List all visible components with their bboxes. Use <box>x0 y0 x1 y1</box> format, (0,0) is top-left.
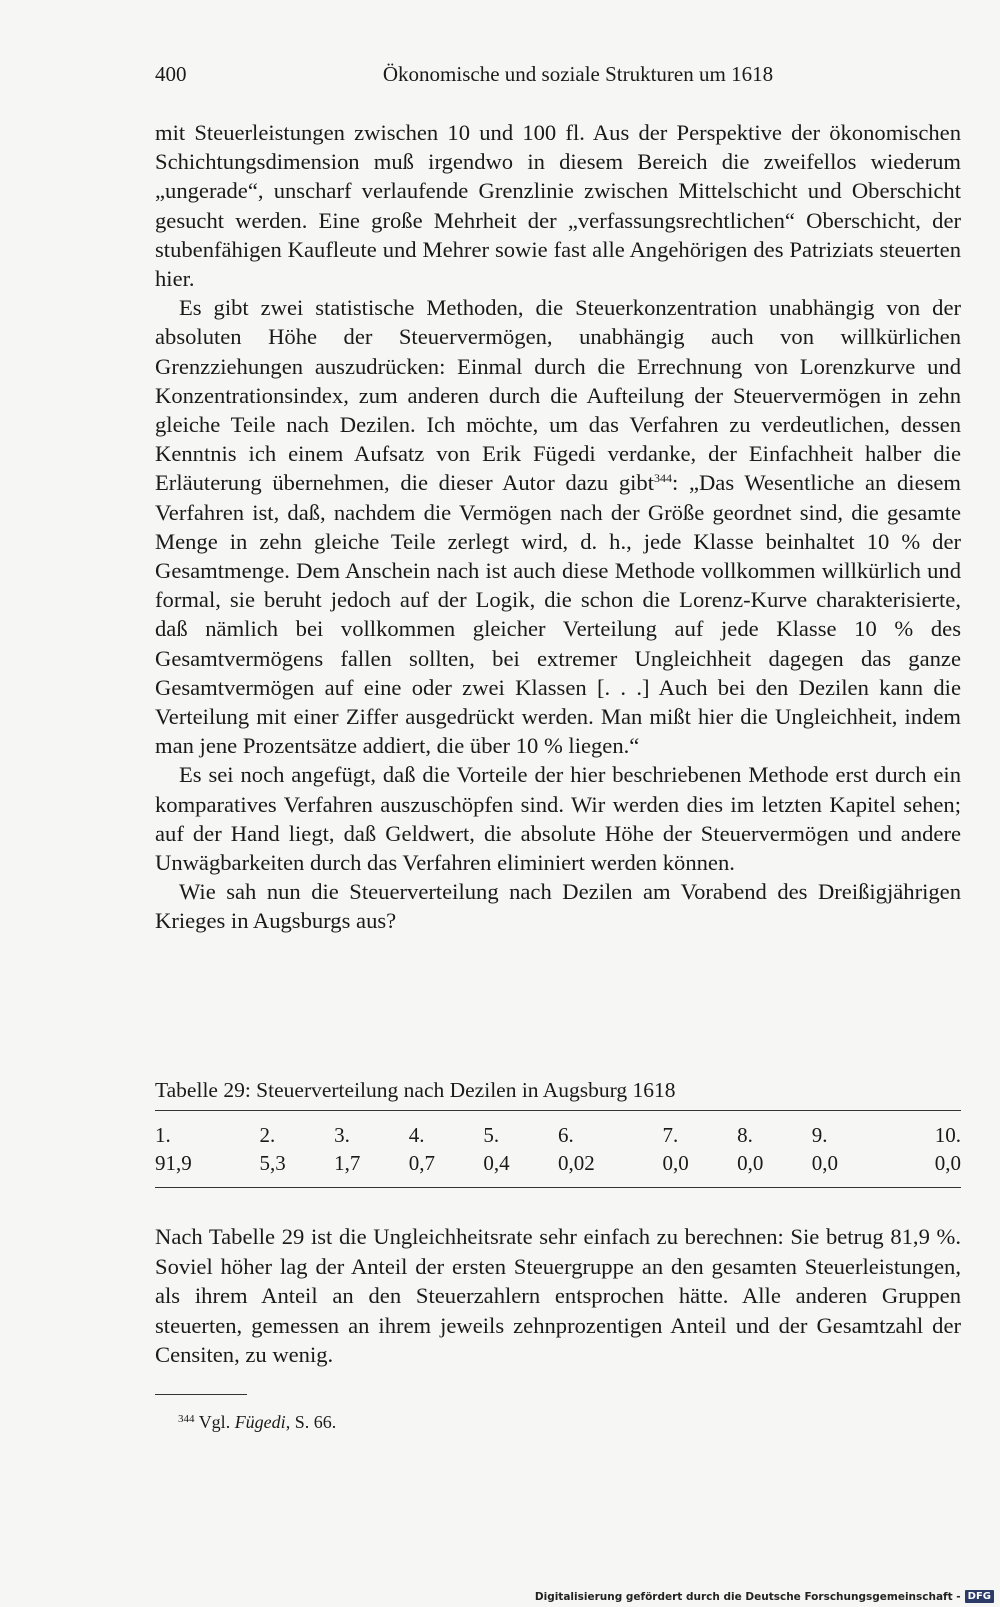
paragraph-3: Es sei noch angefügt, daß die Vorteile der hier beschriebenen Methode erst durch ein komparatives Verfahren auszuschöpfen sind. Wir werden dies im letzten Kapitel sehen; auf der Hand liegt, daß Geldwert, die absolute Höhe der Steuervermögen und andere Unwägbarkeiten durch das Verfahren eliminiert werden können. <box>155 762 961 876</box>
page-header <box>155 62 961 92</box>
paragraph-2-text-after: : „Das Wesentliche an diesem Verfahren ist, daß, nachdem die Vermögen nach der Größe geordnet sind, die gesamte Menge in zehn gleiche Teile zerlegt wird, d. h., jede Klasse beinhaltet 10 % der Gesamtmenge. Dem Anschein nach ist auch diese Methode vollkommen willkürlich und formal, sie beruht jedoch auf der Logik, die schon die Lorenz-Kurve charakterisierte, daß nämlich bei vollkommen gleicher Verteilung auf jede Klasse 10 % des Gesamtvermögens fallen sollten, bei extremer Ungleichheit dagegen das ganze Gesamtvermögen auf eine oder zwei Klassen [. . .] Auch bei den Dezilen kann die Verteilung mit einer Ziffer ausgedrückt werden. Man mißt hier die Ungleichheit, indem man jene Prozentsätze addiert, die über 10 % liegen.“ <box>155 470 961 759</box>
decile-header: 9. <box>811 1123 828 1147</box>
decile-header: 1. <box>155 1123 171 1147</box>
running-head: Ökonomische und soziale Strukturen um 1618 <box>382 62 774 86</box>
decile-table <box>155 1110 961 1188</box>
decile-header: 5. <box>483 1123 500 1147</box>
footnote-author: Fügedi <box>234 1412 286 1432</box>
decile-value: 5,3 <box>259 1151 286 1175</box>
footnote-prefix: Vgl. <box>198 1412 231 1432</box>
decile-value: 0,0 <box>737 1151 764 1175</box>
decile-value: 0,4 <box>483 1151 510 1175</box>
body-text <box>155 118 961 936</box>
post-table-text <box>155 1222 961 1370</box>
dfg-logo-icon: DFG <box>965 1590 994 1603</box>
decile-header: 2. <box>259 1123 276 1147</box>
footnote-rule <box>155 1394 247 1395</box>
decile-header: 3. <box>334 1123 350 1147</box>
digitization-text: Digitalisierung gefördert durch die Deutsche Forschungsgemeinschaft - <box>534 1590 961 1603</box>
table-row-deciles <box>155 1121 961 1149</box>
table-bottom-rule <box>155 1187 961 1188</box>
decile-value: 0,02 <box>557 1151 595 1175</box>
decile-value: 0,0 <box>811 1151 838 1175</box>
decile-value: 0,0 <box>934 1151 961 1175</box>
paragraph-5: Nach Tabelle 29 ist die Ungleichheitsrate sehr einfach zu berechnen: Sie betrug 81,9 %. Soviel höher lag der Anteil der ersten Steuergruppe an den gesamten Steuerleistungen, als ihrem Anteil an den Steuerzahlern entsprochen hätte. Alle anderen Gruppen steuerten, gemessen an ihrem jeweils zehnprozentigen Anteil und der Gesamtzahl der Censiten, zu wenig. <box>155 1224 961 1368</box>
decile-header: 4. <box>408 1123 425 1147</box>
decile-value: 0,7 <box>408 1151 435 1175</box>
table-caption: Tabelle 29: Steuerverteilung nach Dezilen in Augsburg 1618 <box>155 1078 676 1102</box>
paragraph-2 <box>155 293 961 760</box>
digitization-notice <box>535 1590 994 1603</box>
decile-header: 8. <box>737 1123 753 1147</box>
decile-value: 91,9 <box>155 1151 192 1175</box>
decile-header: 10. <box>934 1123 961 1147</box>
paragraph-1: mit Steuerleistungen zwischen 10 und 100 fl. Aus der Perspektive der ökonomischen Schichtungsdimension muß irgendwo in diesem Bereich die zweifellos wiederum „ungerade“, unscharf verlaufende Grenzlinie zwischen Mittelschicht und Oberschicht gesucht werden. Eine große Mehrheit der „verfassungsrechtlichen“ Oberschicht, der stubenfähigen Kaufleute und Mehrer sowie fast alle Angehörigen des Patriziats steuerten hier. <box>155 120 961 292</box>
table-row-values <box>155 1149 961 1177</box>
decile-header: 6. <box>557 1123 574 1147</box>
paragraph-2-text-before: Es gibt zwei statistische Methoden, die Steuerkonzentration unabhängig von der absoluten Höhe der Steuervermögen, unabhängig auch von willkürlichen Grenzziehungen auszudrücken: Einmal durch die Errechnung von Lorenzkurve und Konzentrationsindex, zum anderen durch die Aufteilung der Steuervermögen in zehn gleiche Teile nach Dezilen. Ich möchte, um das Verfahren zu verdeutlichen, dessen Kenntnis ich einem Aufsatz von Erik Fügedi verdanke, der Einfachheit halber die Erläuterung übernehmen, die dieser Autor dazu gibt <box>155 295 961 496</box>
footnote-suffix: , S. 66. <box>285 1412 337 1432</box>
table-top-rule <box>155 1110 961 1111</box>
paragraph-4: Wie sah nun die Steuerverteilung nach Dezilen am Vorabend des Dreißigjährigen Krieges in Augsburgs aus? <box>155 879 961 934</box>
decile-header: 7. <box>662 1123 679 1147</box>
footnote-344 <box>178 1412 336 1433</box>
decile-value: 1,7 <box>334 1151 361 1175</box>
page-number: 400 <box>155 62 187 86</box>
footnote-reference[interactable]: 344 <box>653 471 672 486</box>
footnote-number: 344 <box>178 1413 195 1425</box>
decile-value: 0,0 <box>662 1151 689 1175</box>
decile-table-grid <box>155 1121 961 1177</box>
